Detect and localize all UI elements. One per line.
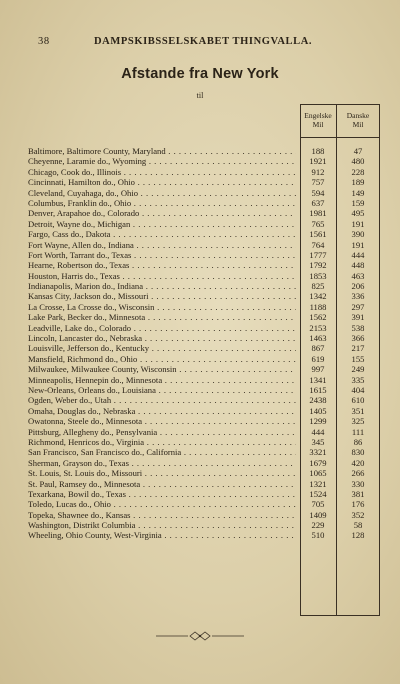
english-miles-value: 825 [311, 281, 325, 292]
table-row [28, 156, 380, 166]
table-row [28, 489, 380, 499]
table-row [28, 198, 380, 208]
table-row [28, 520, 380, 530]
column-header-english-miles [300, 111, 336, 129]
english-miles-value: 1921 [309, 156, 327, 167]
english-miles-value: 510 [311, 530, 325, 541]
english-miles-value: 1342 [309, 291, 327, 302]
column-header-danish-miles [337, 111, 379, 129]
english-miles-value: 1188 [309, 301, 327, 312]
table-row [28, 510, 380, 520]
table-row [28, 354, 380, 364]
english-miles-value: 345 [311, 436, 325, 447]
danish-miles-value: 330 [351, 478, 365, 489]
table-row [28, 375, 380, 385]
place-name [28, 468, 296, 478]
table-row [28, 333, 380, 343]
column-header-line: Danske [346, 111, 370, 120]
place-name-text: Omaha, Douglas do., Nebraska [28, 405, 136, 416]
table-row [28, 395, 380, 405]
table-row [28, 208, 380, 218]
place-name [28, 437, 296, 447]
place-name [28, 208, 296, 218]
place-name [28, 188, 296, 198]
danish-miles-value: 480 [351, 156, 365, 167]
table-row [28, 312, 380, 322]
danish-miles-value: 149 [351, 187, 365, 198]
place-name-text: Mansfield, Richmond do., Ohio [28, 353, 138, 364]
danish-miles-value: 191 [351, 218, 365, 229]
danish-miles-value: 176 [351, 499, 365, 510]
danish-miles-value: 538 [351, 322, 365, 333]
english-miles-value: 1792 [309, 260, 327, 271]
english-miles-value: 1679 [309, 457, 327, 468]
place-name-text: Chicago, Cook do., Illinois [28, 166, 122, 177]
place-name [28, 364, 296, 374]
place-name-text: Baltimore, Baltimore County, Maryland [28, 146, 166, 156]
table-row [28, 343, 380, 353]
danish-miles-value: 58 [353, 520, 363, 531]
danish-miles-value: 404 [351, 384, 365, 395]
danish-miles-value: 444 [351, 249, 365, 260]
place-name [28, 146, 296, 156]
danish-miles-value: 111 [351, 426, 365, 437]
place-name [28, 312, 296, 322]
place-name-text: Houston, Harris do., Texas [28, 270, 120, 281]
place-name-text: Fort Wayne, Allen do., Indiana [28, 239, 134, 250]
english-miles-value: 764 [311, 239, 325, 250]
english-miles-value: 997 [311, 364, 325, 375]
danish-miles-value: 159 [351, 197, 365, 208]
place-name-text: Kansas City, Jackson do., Missouri [28, 291, 149, 302]
page-number: 38 [38, 36, 50, 47]
column-header-line: Mil [312, 120, 324, 129]
danish-miles-value: 249 [351, 364, 365, 375]
danish-miles-value: 189 [351, 177, 365, 188]
table-row [28, 250, 380, 260]
table-row [28, 385, 380, 395]
english-miles-value: 765 [311, 218, 325, 229]
table-row [28, 219, 380, 229]
place-name-text: Hearne, Robertson do., Texas [28, 260, 130, 271]
page-header [0, 36, 400, 50]
english-miles-value: 912 [311, 166, 325, 177]
danish-miles-value: 325 [351, 416, 365, 427]
english-miles-value: 1777 [309, 249, 327, 260]
place-name [28, 323, 296, 333]
place-name [28, 479, 296, 489]
table-row [28, 427, 380, 437]
place-name-text: Minneapolis, Hennepin do., Minnesota [28, 374, 163, 385]
english-miles-value: 1321 [309, 478, 327, 489]
place-name-text: Pittsburg, Allegheny do., Pensylvania [28, 426, 158, 437]
place-name [28, 447, 296, 457]
english-miles-value: 757 [311, 177, 325, 188]
place-name [28, 385, 296, 395]
table-header-rule [300, 137, 380, 138]
table-row [28, 188, 380, 198]
danish-miles-value: 352 [351, 509, 365, 520]
place-name-text: St. Louis, St. Louis do., Missouri [28, 468, 143, 479]
english-miles-value: 1561 [309, 229, 327, 240]
table-bottom-rule [300, 615, 380, 616]
table-row [28, 240, 380, 250]
place-name-text: New-Orleans, Orleans do., Louisiana [28, 384, 156, 395]
column-header-line: Mil [352, 120, 364, 129]
place-name-text: Denver, Arapahoe do., Colorado [28, 208, 140, 219]
place-name-text: Topeka, Shawnee do., Kansas [28, 509, 131, 520]
english-miles-value: 637 [311, 197, 325, 208]
place-name [28, 302, 296, 312]
english-miles-value: 188 [311, 146, 325, 156]
english-miles-value: 1065 [309, 468, 327, 479]
table-row [28, 146, 380, 156]
place-name [28, 489, 296, 499]
table-row [28, 458, 380, 468]
place-name-text: Fargo, Cass do., Dakota [28, 229, 111, 240]
english-miles-value: 1524 [309, 488, 327, 499]
english-miles-value: 1981 [309, 208, 327, 219]
place-name [28, 271, 296, 281]
place-name-text: Toledo, Lucas do., Ohio [28, 499, 111, 510]
english-miles-value: 229 [311, 520, 325, 531]
danish-miles-value: 47 [353, 146, 363, 156]
place-name-text: Cincinnati, Hamilton do., Ohio [28, 177, 135, 188]
table-body [28, 146, 380, 541]
table-row [28, 302, 380, 312]
table-row [28, 447, 380, 457]
place-name-text: Milwaukee, Milwaukee County, Wisconsin [28, 364, 177, 375]
english-miles-value: 594 [311, 187, 325, 198]
danish-miles-value: 191 [351, 239, 365, 250]
place-name [28, 354, 296, 364]
danish-miles-value: 86 [353, 436, 363, 447]
place-name [28, 219, 296, 229]
english-miles-value: 1853 [309, 270, 327, 281]
place-name-text: Leadville, Lake do., Colorado [28, 322, 132, 333]
danish-miles-value: 351 [351, 405, 365, 416]
column-header-line: Engelske [304, 111, 332, 120]
place-name [28, 510, 296, 520]
place-name-text: Sherman, Grayson do., Texas [28, 457, 129, 468]
place-name-text: Detroit, Wayne do., Michigan [28, 218, 131, 229]
place-name [28, 406, 296, 416]
danish-miles-value: 390 [351, 229, 365, 240]
place-name [28, 343, 296, 353]
english-miles-value: 1463 [309, 333, 327, 344]
danish-miles-value: 206 [351, 281, 365, 292]
page-subtitle: til [196, 91, 204, 100]
place-name [28, 416, 296, 426]
place-name-text: Washington, Distrikt Columbia [28, 520, 136, 531]
danish-miles-value: 610 [351, 395, 365, 406]
place-name-text: Wheeling, Ohio County, West-Virginia [28, 530, 162, 541]
table-row [28, 229, 380, 239]
place-name-text: San Francisco, San Francisco do., California [28, 447, 182, 458]
place-name [28, 156, 296, 166]
danish-miles-value: 391 [351, 312, 365, 323]
danish-miles-value: 463 [351, 270, 365, 281]
place-name [28, 291, 296, 301]
place-name-text: St. Paul, Ramsey do., Minnesota [28, 478, 141, 489]
place-name-text: La Crosse, La Crosse do., Wisconsin [28, 301, 155, 312]
danish-miles-value: 830 [351, 447, 365, 458]
danish-miles-value: 420 [351, 457, 365, 468]
table-row [28, 281, 380, 291]
place-name-text: Columbus, Franklin do., Ohio [28, 197, 132, 208]
english-miles-value: 1299 [309, 416, 327, 427]
english-miles-value: 2438 [309, 395, 327, 406]
table-row [28, 530, 380, 540]
table-row [28, 406, 380, 416]
place-name [28, 375, 296, 385]
english-miles-value: 1615 [309, 384, 327, 395]
table-row [28, 177, 380, 187]
place-name-text: Texarkana, Bowil do., Texas [28, 488, 126, 499]
english-miles-value: 1341 [309, 374, 327, 385]
table-row [28, 364, 380, 374]
english-miles-value: 2153 [309, 322, 327, 333]
english-miles-value: 1405 [309, 405, 327, 416]
english-miles-value: 1409 [309, 509, 327, 520]
table-row [28, 291, 380, 301]
place-name-text: Fort Worth, Tarrant do., Texas [28, 249, 132, 260]
place-name-text: Indianapolis, Marion do., Indiana [28, 281, 144, 292]
place-name [28, 395, 296, 405]
place-name [28, 281, 296, 291]
place-name-text: Richmond, Henricos do., Virginia [28, 436, 145, 447]
place-name [28, 499, 296, 509]
place-name [28, 260, 296, 270]
place-name [28, 250, 296, 260]
danish-miles-value: 495 [351, 208, 365, 219]
english-miles-value: 1562 [309, 312, 327, 323]
page-title: Afstande fra New York [121, 66, 279, 82]
ornament-icon [150, 630, 250, 642]
danish-miles-value: 155 [351, 353, 365, 364]
place-name [28, 177, 296, 187]
place-name-text: Cleveland, Cuyahaga, do., Ohio [28, 187, 139, 198]
table-top-rule [300, 104, 380, 105]
table-row [28, 437, 380, 447]
danish-miles-value: 297 [351, 301, 365, 312]
english-miles-value: 444 [311, 426, 325, 437]
table-row [28, 260, 380, 270]
place-name [28, 520, 296, 530]
place-name [28, 530, 296, 540]
english-miles-value: 867 [311, 343, 325, 354]
ornament-divider [150, 630, 250, 642]
place-name [28, 198, 296, 208]
danish-miles-value: 228 [351, 166, 365, 177]
distance-table [28, 104, 380, 616]
place-name [28, 333, 296, 343]
table-row [28, 416, 380, 426]
danish-miles-value: 366 [351, 333, 365, 344]
danish-miles-value: 381 [351, 488, 365, 499]
place-name [28, 427, 296, 437]
english-miles-value: 705 [311, 499, 325, 510]
place-name-text: Owatonna, Steele do., Minnesota [28, 416, 143, 427]
running-head: DAMPSKIBSSELSKABET THINGVALLA. [94, 36, 313, 47]
table-row [28, 499, 380, 509]
danish-miles-value: 448 [351, 260, 365, 271]
danish-miles-value: 128 [351, 530, 365, 541]
place-name-text: Ogden, Weber do., Utah [28, 395, 112, 406]
place-name [28, 167, 296, 177]
table-row [28, 323, 380, 333]
danish-miles-value: 217 [351, 343, 365, 354]
table-row [28, 167, 380, 177]
place-name [28, 240, 296, 250]
place-name-text: Lincoln, Lancaster do., Nebraska [28, 333, 143, 344]
table-row [28, 468, 380, 478]
table-row [28, 479, 380, 489]
danish-miles-value: 335 [351, 374, 365, 385]
place-name-text: Louisville, Jefferson do., Kentucky [28, 343, 150, 354]
table-row [28, 271, 380, 281]
danish-miles-value: 336 [351, 291, 365, 302]
english-miles-value: 3321 [309, 447, 327, 458]
place-name [28, 229, 296, 239]
danish-miles-value: 266 [351, 468, 365, 479]
english-miles-value: 619 [311, 353, 325, 364]
place-name-text: Lake Park, Becker do., Minnesota [28, 312, 146, 323]
place-name [28, 458, 296, 468]
place-name-text: Cheyenne, Laramie do., Wyoming [28, 156, 147, 167]
